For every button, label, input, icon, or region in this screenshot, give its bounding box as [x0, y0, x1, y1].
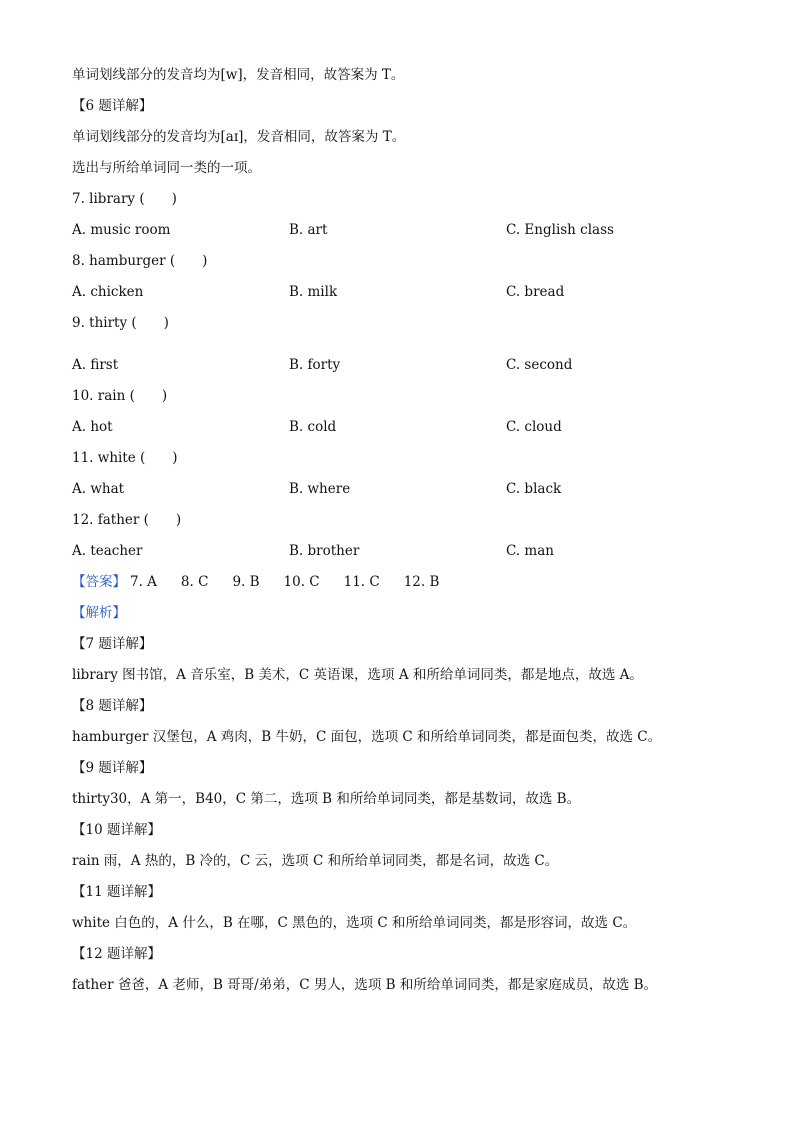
option-a: A. first — [72, 357, 119, 373]
detail-heading-6: 【6 题详解】 — [72, 98, 153, 114]
option-b: B. milk — [289, 284, 338, 300]
question-options-10 — [72, 416, 752, 447]
detail-heading-12: 【12 题详解】 — [72, 946, 161, 962]
question-options-8 — [72, 281, 752, 312]
option-b: B. where — [289, 481, 351, 497]
option-a: A. hot — [72, 419, 113, 435]
option-c: C. bread — [506, 284, 565, 300]
option-c: C. man — [506, 543, 554, 559]
option-b: B. cold — [289, 419, 337, 435]
question-options-7 — [72, 219, 752, 250]
option-a: A. music room — [72, 222, 171, 238]
option-a: A. teacher — [72, 543, 143, 559]
explanation-line-5: 单词划线部分的发音均为[w]，发音相同，故答案为 T。 — [72, 67, 405, 83]
option-c: C. English class — [506, 222, 614, 238]
question-stem-12: 12. father ( ) — [72, 512, 182, 528]
question-stem-11: 11. white ( ) — [72, 450, 178, 466]
answer-item: 7. A — [130, 574, 157, 590]
option-a: A. what — [72, 481, 125, 497]
question-stem-10: 10. rain ( ) — [72, 388, 168, 404]
detail-heading-10: 【10 题详解】 — [72, 822, 161, 838]
document-page — [72, 64, 752, 1005]
detail-heading-7: 【7 题详解】 — [72, 636, 153, 652]
detail-text-7: library 图书馆，A 音乐室，B 美术，C 英语课，选项 A 和所给单词同类，都是地点，故选 A。 — [72, 667, 643, 683]
detail-text-12: father 爸爸，A 老师，B 哥哥/弟弟，C 男人，选项 B 和所给单词同类，都是家庭成员，故选 B。 — [72, 977, 658, 993]
option-c: C. cloud — [506, 419, 562, 435]
question-stem-7: 7. library ( ) — [72, 191, 177, 207]
answer-item: 10. C — [283, 574, 320, 590]
answer-label: 【答案】 — [72, 574, 126, 590]
section-instruction: 选出与所给单词同一类的一项。 — [72, 160, 261, 176]
option-b: B. forty — [289, 357, 341, 373]
answer-line — [72, 571, 752, 602]
option-c: C. second — [506, 357, 573, 373]
detail-text-8: hamburger 汉堡包，A 鸡肉，B 牛奶，C 面包，选项 C 和所给单词同类，都是面包类，故选 C。 — [72, 729, 662, 745]
answer-item: 12. B — [403, 574, 440, 590]
question-stem-8: 8. hamburger ( ) — [72, 253, 208, 269]
option-a: A. chicken — [72, 284, 144, 300]
option-b: B. art — [289, 222, 328, 238]
analysis-label: 【解析】 — [72, 605, 126, 621]
question-stem-9: 9. thirty ( ) — [72, 315, 169, 331]
detail-text-11: white 白色的，A 什么，B 在哪，C 黑色的，选项 C 和所给单词同类，都是形容词，故选 C。 — [72, 915, 637, 931]
option-b: B. brother — [289, 543, 360, 559]
detail-heading-9: 【9 题详解】 — [72, 760, 153, 776]
detail-text-10: rain 雨，A 热的，B 冷的，C 云，选项 C 和所给单词同类，都是名词，故选 C。 — [72, 853, 559, 869]
option-c: C. black — [506, 481, 562, 497]
detail-heading-11: 【11 题详解】 — [72, 884, 161, 900]
answer-item: 9. B — [232, 574, 260, 590]
question-options-11 — [72, 478, 752, 509]
answer-item: 11. C — [343, 574, 380, 590]
question-options-12 — [72, 540, 752, 571]
detail-heading-8: 【8 题详解】 — [72, 698, 153, 714]
explanation-line-6: 单词划线部分的发音均为[aɪ]，发音相同，故答案为 T。 — [72, 129, 406, 145]
answer-item: 8. C — [180, 574, 209, 590]
question-options-9 — [72, 354, 752, 385]
detail-text-9: thirty30，A 第一，B40，C 第二，选项 B 和所给单词同类，都是基数词，故选 B。 — [72, 791, 581, 807]
